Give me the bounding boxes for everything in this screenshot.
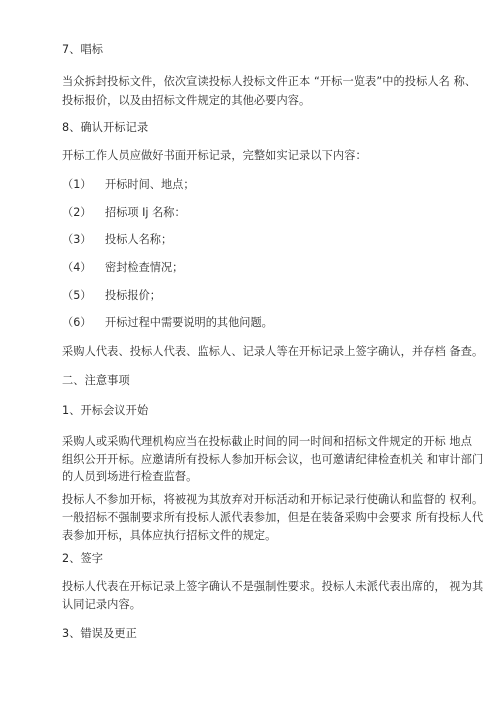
list-item-number: （5） <box>62 289 92 302</box>
section-7-body-line-1: 当众拆封投标文件，依次宣读投标人投标文件正本 “开标一览表”中的投标人名 称、 <box>62 75 477 88</box>
note-1-p1-line-2: 组织公开开标。应邀请所有投标人参加开标会议，也可邀请纪律检查机关 和审计部门 <box>62 453 484 466</box>
list-item-text: 开标过程中需要说明的其他问题。 <box>105 316 273 329</box>
note-1-p1-line-1: 采购人或采购代理机构应当在投标截止时间的同一时间和招标文件规定的开标 地点 <box>62 435 473 448</box>
section-8-heading: 8、确认开标记录 <box>62 121 149 134</box>
list-item-text: 招标项 Ij 名称： <box>105 206 186 219</box>
note-1-p2-line-2: 一般招标不强制要求所有投标人派代表参加，但是在装备采购中会要求 所有投标人代 <box>62 511 484 524</box>
list-item-text: 投标报价； <box>105 289 161 302</box>
note-1-p2-line-3: 表参加开标，具体应执行招标文件的规定。 <box>62 529 277 542</box>
section-8-intro: 开标工作人员应做好书面开标记录，完整如实记录以下内容： <box>62 149 367 162</box>
list-item-number: （2） <box>62 206 92 219</box>
note-3-heading: 3、错误及更正 <box>62 627 137 640</box>
list-item-number: （6） <box>62 316 92 329</box>
part-2-heading: 二、注意事项 <box>62 374 130 387</box>
list-item-text: 投标人名称； <box>105 233 173 246</box>
section-7-heading: 7、唱标 <box>62 43 104 56</box>
note-2-line-1: 投标人代表在开标记录上签字确认不是强制性要求。投标人未派代表出席的， 视为其 <box>62 580 484 593</box>
note-2-line-2: 认同记录内容。 <box>62 598 142 611</box>
section-8-signature-note: 采购人代表、投标人代表、监标人、记录人等在开标记录上签字确认，并存档 备查。 <box>62 345 484 358</box>
note-2-heading: 2、签字 <box>62 552 104 565</box>
list-item-text: 密封检查情况； <box>105 261 184 274</box>
section-7-body-line-2: 投标报价，以及由招标文件规定的其他必要内容。 <box>62 94 311 107</box>
note-1-heading: 1、开标会议开始 <box>62 404 149 417</box>
list-item-text: 开标时间、地点； <box>105 178 195 191</box>
list-item-number: （3） <box>62 233 92 246</box>
note-1-p1-line-3: 的人员到场进行检查监督。 <box>62 470 198 483</box>
note-1-p2-line-1: 投标人不参加开标，将被视为其放弃对开标活动和开标记录行使确认和监督的 权利。 <box>62 493 484 506</box>
list-item-number: （4） <box>62 261 92 274</box>
list-item-number: （1） <box>62 178 92 191</box>
